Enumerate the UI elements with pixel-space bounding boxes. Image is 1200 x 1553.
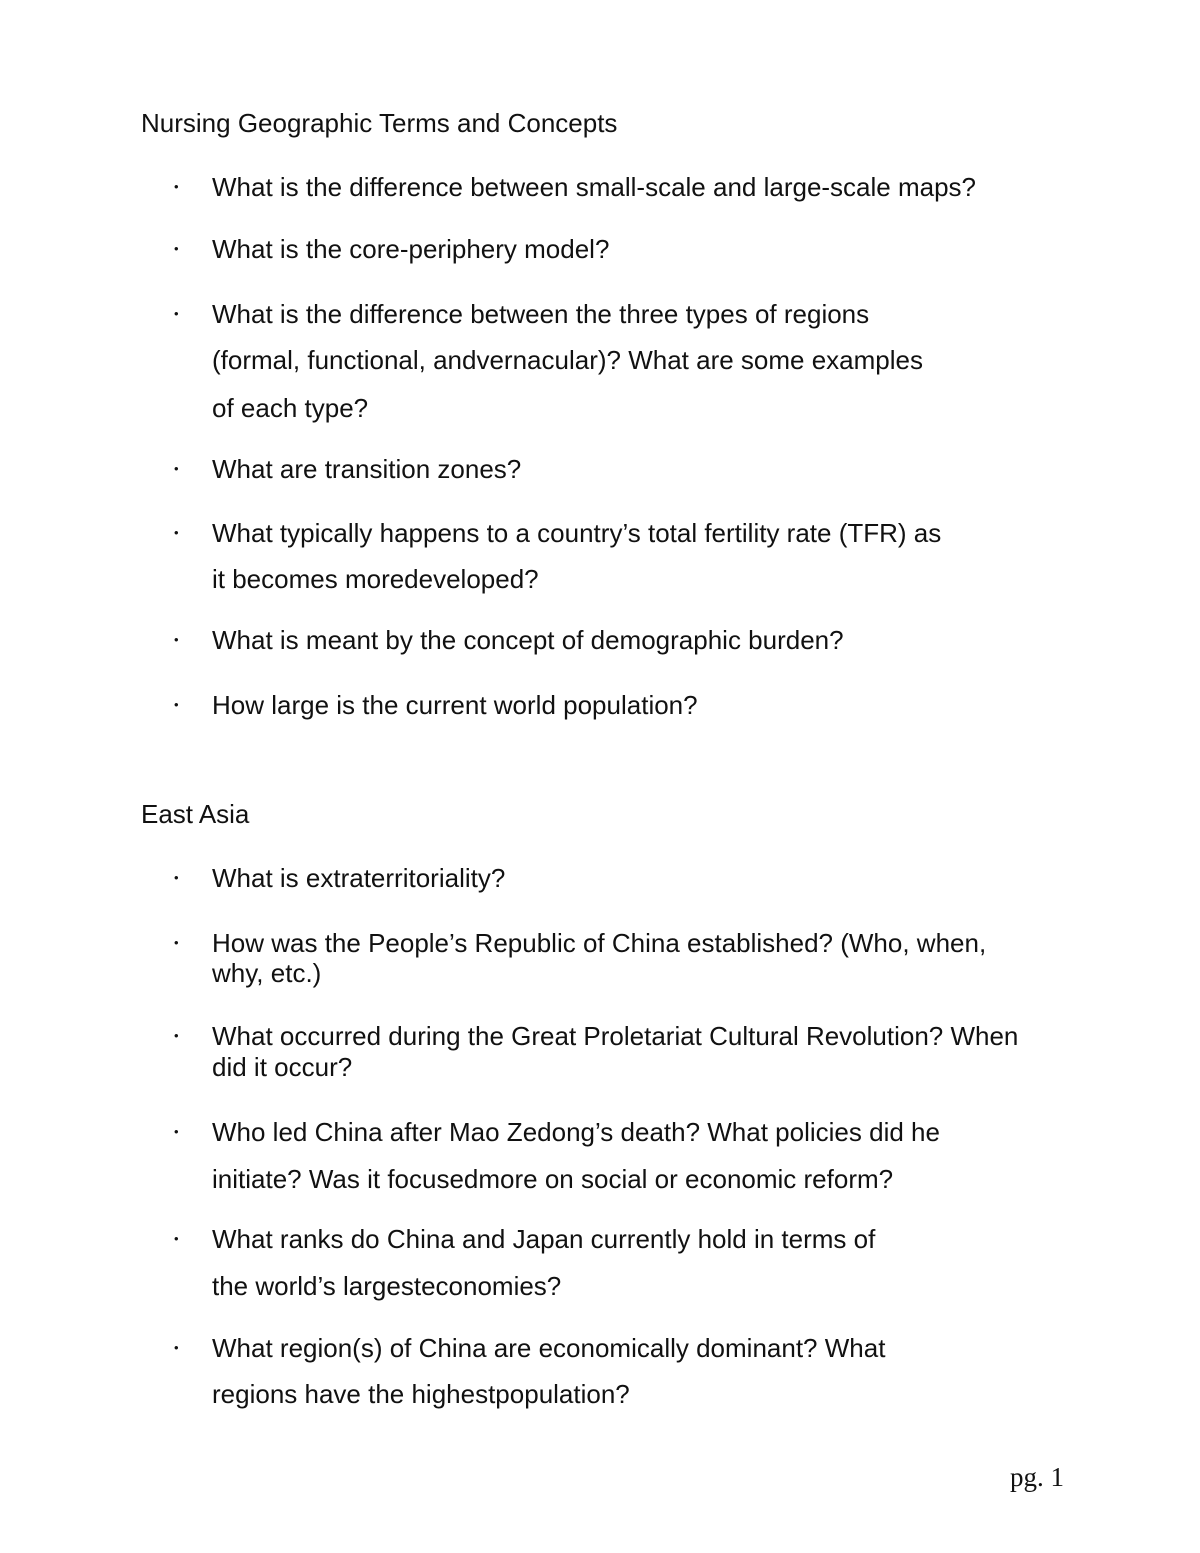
bullet: • <box>174 1124 179 1139</box>
question-line: What ranks do China and Japan currently hold in terms of <box>212 1224 876 1254</box>
question-line: What is the difference between the three types of regions <box>212 299 870 329</box>
bullet: • <box>174 241 179 256</box>
question-line: of each type? <box>212 393 369 423</box>
question-line: What is the difference between small-scale and large-scale maps? <box>212 172 977 202</box>
question-line: the world’s largesteconomies? <box>212 1271 562 1301</box>
bullet: • <box>174 870 179 885</box>
bullet: • <box>174 306 179 321</box>
bullet: • <box>174 1340 179 1355</box>
question-line: What are transition zones? <box>212 454 522 484</box>
bullet: • <box>174 525 179 540</box>
question-line: What typically happens to a country’s total fertility rate (TFR) as <box>212 518 942 548</box>
bullet: • <box>174 935 179 950</box>
question-line: What is the core-periphery model? <box>212 234 610 264</box>
question-line: initiate? Was it focusedmore on social or economic reform? <box>212 1164 894 1194</box>
question-line: What is meant by the concept of demographic burden? <box>212 625 844 655</box>
question-line: why, etc.) <box>212 958 322 988</box>
page-number: pg. 1 <box>1010 1462 1064 1492</box>
bullet: • <box>174 632 179 647</box>
question-line: (formal, functional, andvernacular)? What are some examples <box>212 345 923 375</box>
question-line: it becomes moredeveloped? <box>212 564 539 594</box>
bullet: • <box>174 461 179 476</box>
bullet: • <box>174 179 179 194</box>
question-line: did it occur? <box>212 1052 353 1082</box>
question-line: How was the People’s Republic of China established? (Who, when, <box>212 928 987 958</box>
bullet: • <box>174 1231 179 1246</box>
question-line: What is extraterritoriality? <box>212 863 506 893</box>
question-line: How large is the current world population? <box>212 690 698 720</box>
section-title-east-asia: East Asia <box>141 799 250 829</box>
question-line: What occurred during the Great Proletariat Cultural Revolution? When <box>212 1021 1019 1051</box>
bullet: • <box>174 697 179 712</box>
section-title-nursing-geographic-terms: Nursing Geographic Terms and Concepts <box>141 108 618 138</box>
bullet: • <box>174 1028 179 1043</box>
question-line: regions have the highestpopulation? <box>212 1379 630 1409</box>
question-line: Who led China after Mao Zedong’s death? What policies did he <box>212 1117 940 1147</box>
question-line: What region(s) of China are economically dominant? What <box>212 1333 886 1363</box>
